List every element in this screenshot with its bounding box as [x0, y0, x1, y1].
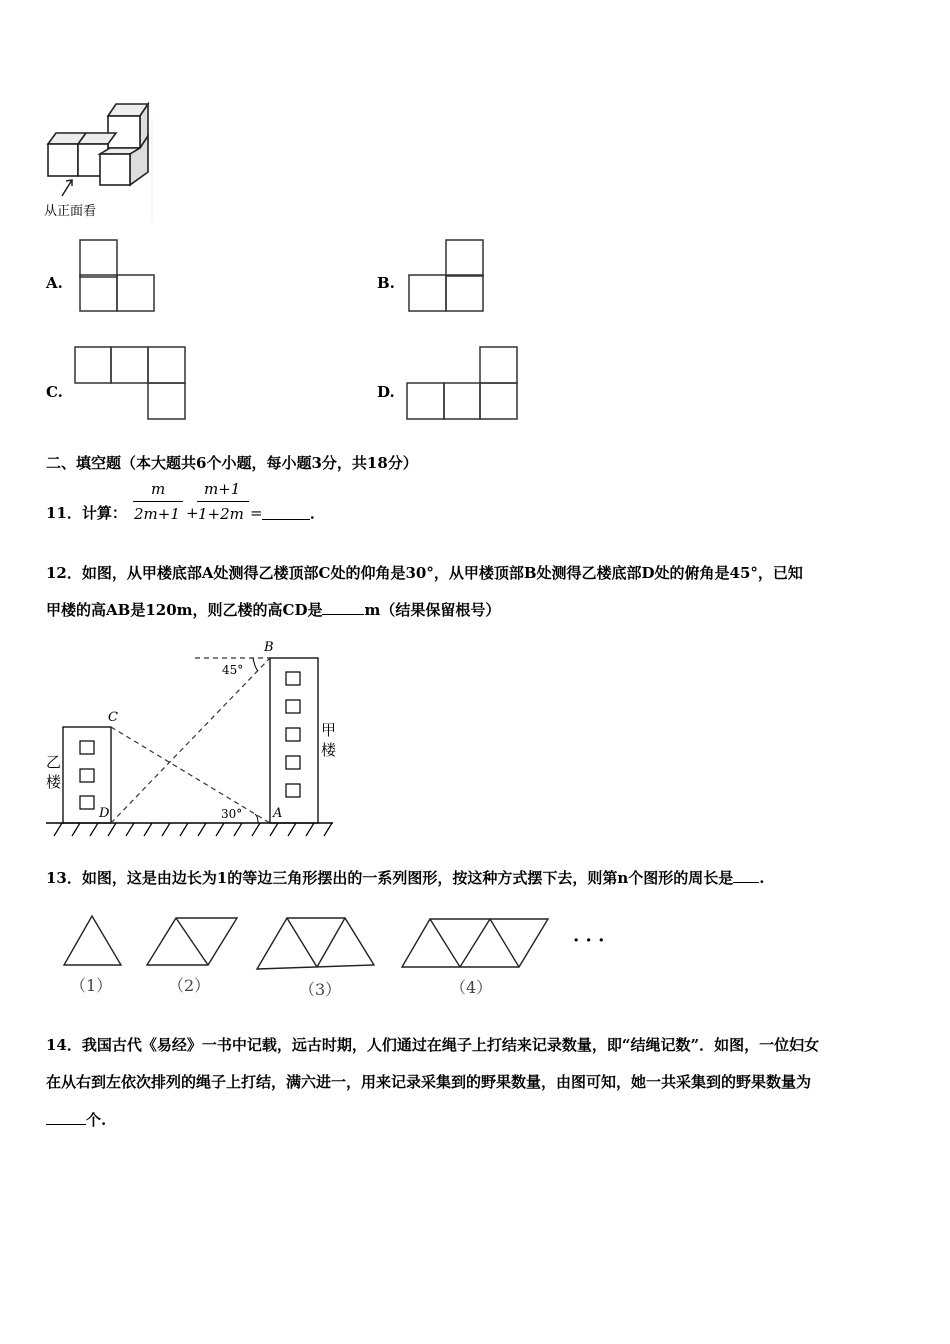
- option-b-label: B.: [377, 274, 395, 292]
- q12-angle-45: 45°: [222, 663, 244, 677]
- q13-text-post: .: [759, 869, 765, 887]
- option-d-label: D.: [377, 383, 395, 401]
- q13-caption-3: （3）: [299, 980, 342, 999]
- q14-line2: 在从右到左依次排列的绳子上打结，满六进一，用来记录采集到的野果数量，由图可知，她一共采集到的野果数量为: [46, 1073, 812, 1091]
- q12-line2-post: m（结果保留根号）: [364, 601, 501, 619]
- q11-answer-blank[interactable]: [262, 519, 310, 520]
- q12-label-a: A: [273, 806, 283, 821]
- option-a-label: A.: [46, 274, 63, 292]
- cube-drawing: [0, 0, 950, 240]
- q13-caption-1: （1）: [70, 976, 113, 995]
- option-d-figure: [405, 345, 520, 425]
- q14-line1: 14．我国古代《易经》一书中记载，远古时期，人们通过在绳子上打结来记录数量，即“结绳记数”．如图，一位妇女: [46, 1036, 820, 1054]
- q13-answer-blank[interactable]: [733, 868, 759, 883]
- q13-text: [46, 868, 764, 888]
- q11-frac2-denominator: 1+2m: [198, 505, 244, 523]
- option-c-label: C.: [46, 383, 63, 401]
- q12-line2: [46, 600, 500, 620]
- option-c-figure: [73, 345, 188, 425]
- q13-ellipsis: · · ·: [573, 930, 605, 951]
- q14-answer-blank[interactable]: [46, 1110, 86, 1125]
- q12-building-yi-label: 乙楼: [46, 753, 62, 791]
- q11-suffix: ．: [310, 504, 326, 522]
- q14-line3: [46, 1110, 106, 1130]
- q11-frac1-denominator: 2m+1: [134, 505, 180, 523]
- q12-answer-blank[interactable]: [322, 600, 364, 615]
- q11-prefix: 11．计算：: [46, 504, 127, 522]
- q12-label-b: B: [264, 640, 274, 655]
- q12-angle-30: 30°: [221, 807, 243, 821]
- q11-equals: =: [250, 504, 263, 522]
- q12-label-c: C: [108, 710, 118, 725]
- q11-frac1-bar: [133, 501, 183, 502]
- q13-caption-2: （2）: [168, 976, 211, 995]
- view-direction-label: 从正面看: [44, 204, 97, 219]
- q13-text-pre: 13．如图，这是由边长为1的等边三角形摆出的一系列图形，按这种方式摆下去，则第n个图形的周长是: [46, 869, 734, 887]
- q11-frac1-numerator: m: [151, 480, 166, 498]
- q11-frac2-numerator: m+1: [204, 480, 241, 498]
- q13-triangle-figures: [0, 912, 950, 972]
- q12-line2-pre: 甲楼的高AB是120m，则乙楼的高CD是: [46, 601, 323, 619]
- q11-plus: +: [186, 504, 199, 522]
- q12-building-jia-label: 甲楼: [321, 721, 337, 759]
- option-b-figure: [407, 238, 487, 313]
- q13-caption-4: （4）: [450, 978, 493, 997]
- q11-frac2-bar: [197, 501, 249, 502]
- q12-label-d: D: [99, 806, 110, 821]
- q12-building-figure: [0, 640, 950, 870]
- option-a-figure: [78, 238, 158, 313]
- q12-line1: 12．如图，从甲楼底部A处测得乙楼顶部C处的仰角是30°，从甲楼顶部B处测得乙楼底部D处的俯角是45°，已知: [46, 564, 803, 582]
- section-heading: 二、填空题（本大题共6个小题，每小题3分，共18分）: [46, 454, 418, 472]
- q14-line3-post: 个.: [86, 1111, 107, 1129]
